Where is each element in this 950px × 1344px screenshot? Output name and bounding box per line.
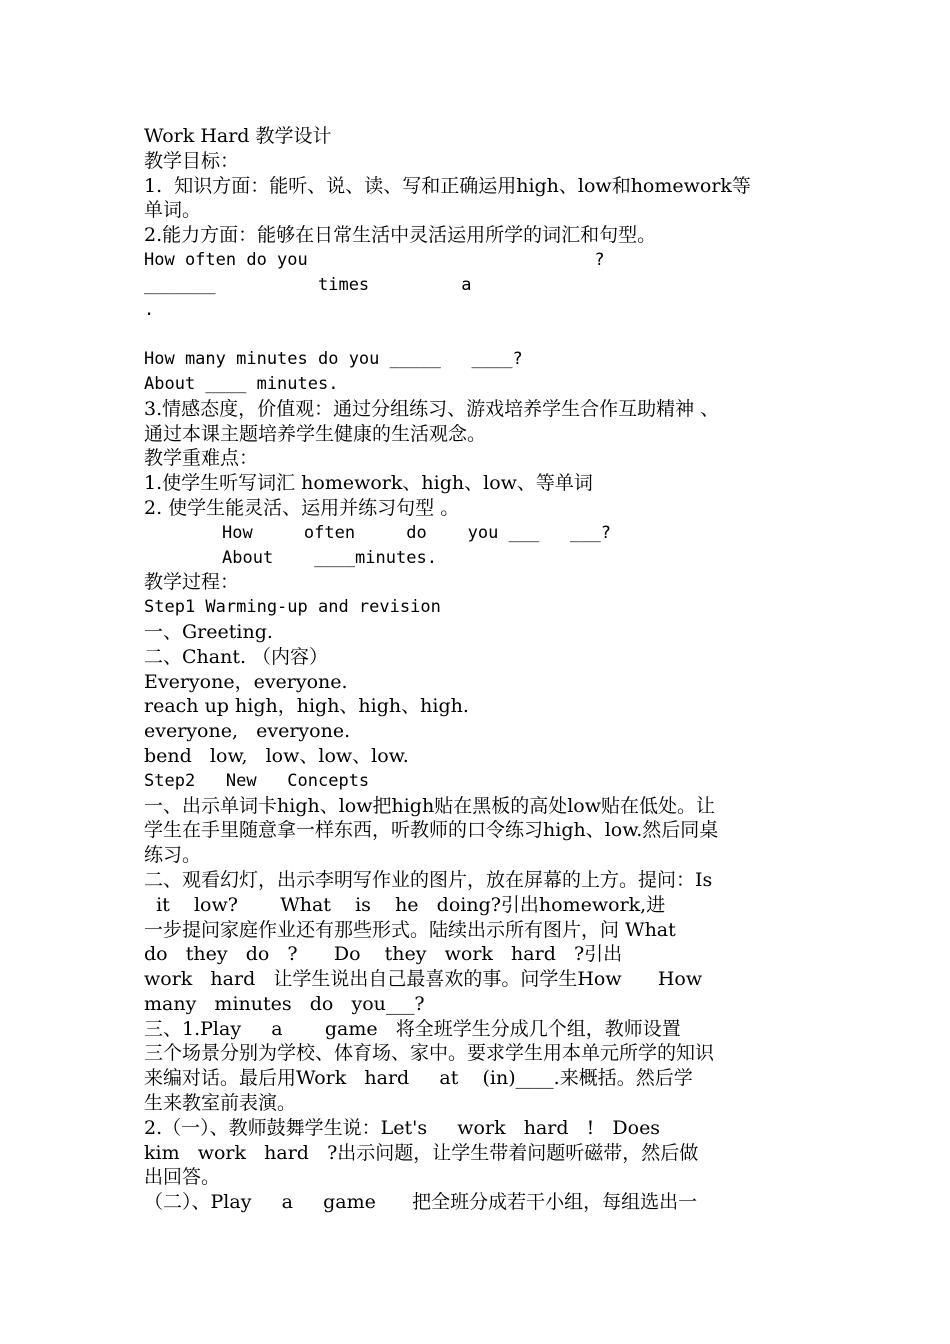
paragraph-line: 单词。 [144,199,202,222]
paragraph-line: 2. 使学生能灵活、运用并练习句型 。 [144,496,460,519]
paragraph-line: 来编对话。最后用Work hard at (in)____.来概括。然后学 [144,1067,693,1090]
sentence-pattern-line: _______ times a [144,274,472,295]
paragraph-line: 二、Chant. （内容） [144,645,329,668]
paragraph-line: 2.（一）、教师鼓舞学生说：Let's work hard ! Does [144,1116,661,1139]
paragraph-line: 1.使学生听写词汇 homework、high、low、等单词 [144,472,593,495]
sentence-pattern-line: How many minutes do you _____ ____? [144,349,523,370]
sentence-pattern-line: . [144,299,155,320]
doc-title: Work Hard 教学设计 [144,125,332,147]
paragraph-line: （二）、Play a game 把全班分成若干小组，每组选出一 [144,1191,698,1214]
paragraph-line: 1. 知识方面：能听、说、读、写和正确运用high、low和homework等 [144,174,751,197]
chant-line: bend low, low、low、low. [144,744,409,767]
paragraph-line: 学生在手里随意拿一样东西，听教师的口令练习high、low.然后同桌 [144,819,719,842]
paragraph-line: 三个场景分别为学校、体育场、家中。要求学生用本单元所学的知识 [144,1042,715,1065]
chant-line: everyone, everyone. [144,720,351,743]
paragraph-line: 一、出示单词卡high、low把high贴在黑板的高处low贴在低处。让 [144,794,715,817]
sentence-pattern-line: About ____minutes. [222,547,437,568]
blank-line [144,322,808,347]
paragraph-line: 2.能力方面：能够在日常生活中灵活运用所学的词汇和句型。 [144,224,657,247]
section-heading-process: 教学过程： [144,571,240,594]
paragraph-line: 3.情感态度，价值观：通过分组练习、游戏培养学生合作互助精神 、 [144,397,720,420]
document-page [144,124,808,1215]
paragraph-line: 生来教室前表演。 [144,1092,297,1115]
paragraph-line: do they do ? Do they work hard ?引出 [144,943,623,966]
paragraph-line: work hard 让学生说出自己最喜欢的事。问学生How How [144,968,703,991]
paragraph-line: 出回答。 [144,1166,221,1189]
sentence-pattern-line: How often do you ? [144,249,605,270]
sentence-pattern-line: How often do you ___ ___? [222,522,611,543]
chant-line: Everyone，everyone. [144,670,348,693]
section-heading-keypoints: 教学重难点： [144,447,259,470]
paragraph-line: 三、1.Play a game 将全班学生分成几个组，教师设置 [144,1017,681,1040]
paragraph-line: it low? What is he doing?引出homework,进 [144,893,666,916]
step-heading: Step1 Warming-up and revision [144,597,441,618]
paragraph-line: 一步提问家庭作业还有那些形式。陆续出示所有图片，问 What [144,918,676,941]
paragraph-line: 练习。 [144,844,202,867]
paragraph-line: 二、观看幻灯，出示李明写作业的图片，放在屏幕的上方。提问：Is [144,868,713,891]
paragraph-line: 通过本课主题培养学生健康的生活观念。 [144,422,487,445]
paragraph-line: 一、Greeting. [144,620,273,643]
step-heading: Step2 New Concepts [144,770,370,791]
chant-line: reach up high，high、high、high. [144,695,469,718]
paragraph-line: many minutes do you___? [144,992,425,1015]
sentence-pattern-line: About ____ minutes. [144,373,339,394]
paragraph-line: kim work hard ?出示问题，让学生带着问题听磁带，然后做 [144,1141,699,1164]
section-heading-goals: 教学目标： [144,149,240,172]
